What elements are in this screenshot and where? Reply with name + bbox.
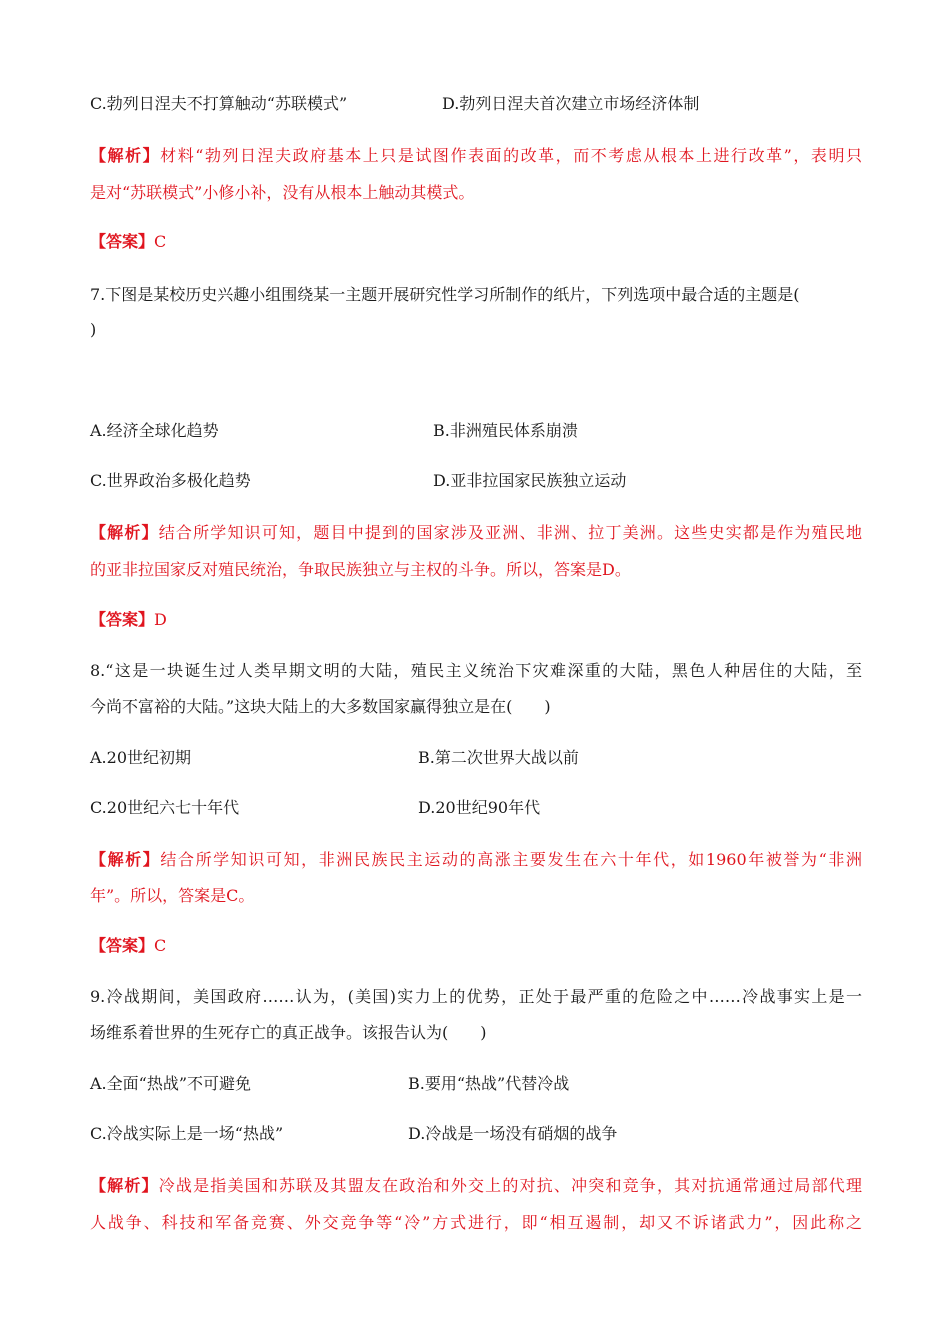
answer-tag: 【答案】 — [90, 232, 155, 251]
q9-option-a: A.全面“热战”不可避免 — [90, 1074, 252, 1093]
q6-analysis-line1 — [90, 145, 862, 167]
q9-analysis-line2: 人战争、科技和军备竞赛、外交竞争等“冷”方式进行，即“相互遏制，却又不诉诸武力”，因此称之 — [90, 1213, 862, 1232]
q8-answer — [90, 935, 862, 957]
analysis-tag: 【解析】 — [90, 523, 159, 542]
q8-option-c: C.20世纪六七十年代 — [90, 798, 240, 817]
q6-answer — [90, 231, 862, 253]
q8-option-d: D.20世纪90年代 — [418, 798, 541, 817]
analysis-tag: 【解析】 — [90, 1176, 159, 1195]
q7-option-b: B.非洲殖民体系崩溃 — [433, 421, 578, 440]
answer-tag: 【答案】 — [90, 610, 155, 629]
q6-analysis-text1: 材料“勃列日涅夫政府基本上只是试图作表面的改革，而不考虑从根本上进行改革”，表明只 — [160, 146, 862, 165]
q8-analysis-line1 — [90, 849, 862, 871]
q7-answer-value: D — [154, 610, 167, 629]
q6-option-d: D.勃列日涅夫首次建立市场经济体制 — [442, 94, 700, 113]
q8-stem-line2: 今尚不富裕的大陆。”这块大陆上的大多数国家赢得独立是在( ) — [90, 697, 551, 716]
q7-analysis-line2: 的亚非拉国家反对殖民统治，争取民族独立与主权的斗争。所以，答案是D。 — [90, 560, 631, 579]
q9-option-b: B.要用“热战”代替冷战 — [408, 1074, 570, 1093]
q9-option-d: D.冷战是一场没有硝烟的战争 — [408, 1124, 618, 1143]
q7-analysis-line1 — [90, 522, 862, 544]
q7-stem-line2: ) — [90, 320, 97, 339]
q9-analysis-line1 — [90, 1175, 862, 1197]
q7-analysis-text1: 结合所学知识可知，题目中提到的国家涉及亚洲、非洲、拉丁美洲。这些史实都是作为殖民地 — [158, 523, 862, 542]
answer-tag: 【答案】 — [90, 936, 155, 955]
q8-option-a: A.20世纪初期 — [90, 748, 192, 767]
q9-stem-line1: 9.冷战期间，美国政府……认为，(美国)实力上的优势，正处于最严重的危险之中……冷战事实上是一 — [90, 987, 862, 1006]
q7-option-a: A.经济全球化趋势 — [90, 421, 219, 440]
q8-stem-line1: 8.“这是一块诞生过人类早期文明的大陆，殖民主义统治下灾难深重的大陆，黑色人种居住的大陆，至 — [90, 661, 862, 680]
q9-stem-line2: 场维系着世界的生死存亡的真正战争。该报告认为( ) — [90, 1023, 487, 1042]
analysis-tag: 【解析】 — [90, 850, 161, 869]
q6-analysis-line2: 是对“苏联模式”小修小补，没有从根本上触动其模式。 — [90, 183, 475, 202]
q8-analysis-text1: 结合所学知识可知，非洲民族民主运动的高涨主要发生在六十年代，如1960年被誉为“非洲 — [160, 850, 862, 869]
q9-analysis-text1: 冷战是指美国和苏联及其盟友在政治和外交上的对抗、冲突和竞争，其对抗通常通过局部代理 — [158, 1176, 862, 1195]
q9-option-c: C.冷战实际上是一场“热战” — [90, 1124, 284, 1143]
q8-answer-value: C — [154, 936, 167, 955]
q7-option-d: D.亚非拉国家民族独立运动 — [433, 471, 627, 490]
q8-analysis-line2: 年”。所以，答案是C。 — [90, 886, 255, 905]
q6-answer-value: C — [154, 232, 167, 251]
analysis-tag: 【解析】 — [90, 146, 161, 165]
q7-answer — [90, 609, 862, 631]
q8-option-b: B.第二次世界大战以前 — [418, 748, 579, 767]
q6-option-c: C.勃列日涅夫不打算触动“苏联模式” — [90, 94, 348, 113]
q7-stem-line1: 7.下图是某校历史兴趣小组围绕某一主题开展研究性学习所制作的纸片，下列选项中最合适的主题是( — [90, 285, 800, 304]
q7-option-c: C.世界政治多极化趋势 — [90, 471, 251, 490]
